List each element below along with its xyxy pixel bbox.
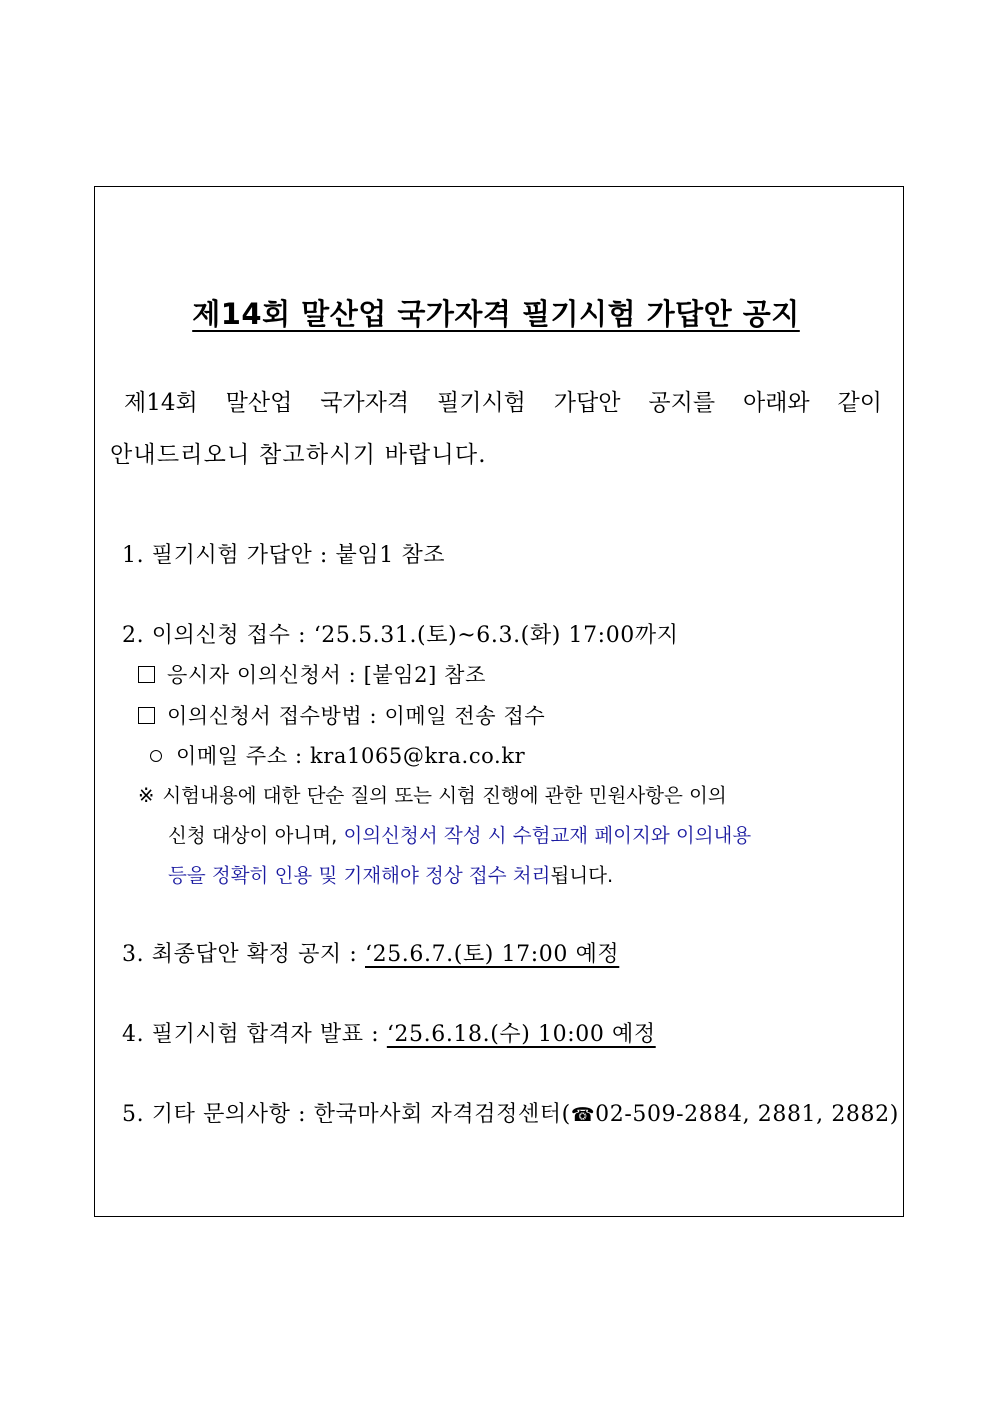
item-2-value: ‘25.5.31.(토)~6.3.(화) 17:00까지 [313,623,679,648]
intro-line-2: 안내드리오니 참고하시기 바랍니다. [110,442,487,468]
item-1-label: 1. 필기시험 가답안 : [122,543,336,568]
checkbox-icon [138,666,155,683]
note-line-1 [138,780,727,808]
item-2-sub-2-text: 이의신청서 접수방법 : 이메일 전송 접수 [167,704,546,728]
item-5 [122,1097,899,1128]
intro-line-1: 제14회 말산업 국가자격 필기시험 가답안 공지를 아래와 같이 [124,390,882,416]
notice-title: 제14회 말산업 국가자격 필기시험 가답안 공지 [192,297,800,331]
phone-icon: ☎ [570,1104,596,1126]
item-3-value: ‘25.6.7.(토) 17:00 예정 [365,942,620,967]
item-5-phone: 02-509-2884, 2881, 2882) [595,1102,899,1127]
item-2 [122,618,679,649]
note-line-2-blue: 이의신청서 작성 시 수험교재 페이지와 이의내용 [343,824,752,847]
item-5-org: 한국마사회 자격검정센터( [313,1102,571,1127]
email-label: 이메일 주소 : [176,744,310,768]
item-3 [122,937,619,968]
item-1-value: 붙임1 참조 [335,543,446,568]
item-2-sub-1-text: 응시자 이의신청서 : [붙임2] 참조 [167,663,486,687]
note-line-2 [168,820,751,848]
item-2-sub-2 [138,700,545,730]
reference-mark-icon: ※ [138,784,155,807]
item-5-label: 5. 기타 문의사항 : [122,1102,314,1127]
email-line [150,740,525,770]
note-line-3-blue: 등을 정확히 인용 및 기재해야 정상 접수 처리 [168,864,551,887]
item-1 [122,538,445,569]
item-4-value: ‘25.6.18.(수) 10:00 예정 [386,1022,656,1047]
item-2-label: 2. 이의신청 접수 : [122,623,314,648]
checkbox-icon [138,707,155,724]
item-3-label: 3. 최종답안 확정 공지 : [122,942,365,967]
note-line-3-black: 됩니다. [550,864,614,887]
note-line-3 [168,860,613,888]
email-address[interactable]: kra1065@kra.co.kr [309,744,526,768]
item-4 [122,1017,656,1048]
note-line-2-black: 신청 대상이 아니며, [168,824,344,847]
note-line-1-text: 시험내용에 대한 단순 질의 또는 시험 진행에 관한 민원사항은 이의 [162,784,727,807]
item-2-sub-1 [138,659,486,689]
circle-bullet-icon [150,750,162,762]
item-4-label: 4. 필기시험 합격자 발표 : [122,1022,387,1047]
